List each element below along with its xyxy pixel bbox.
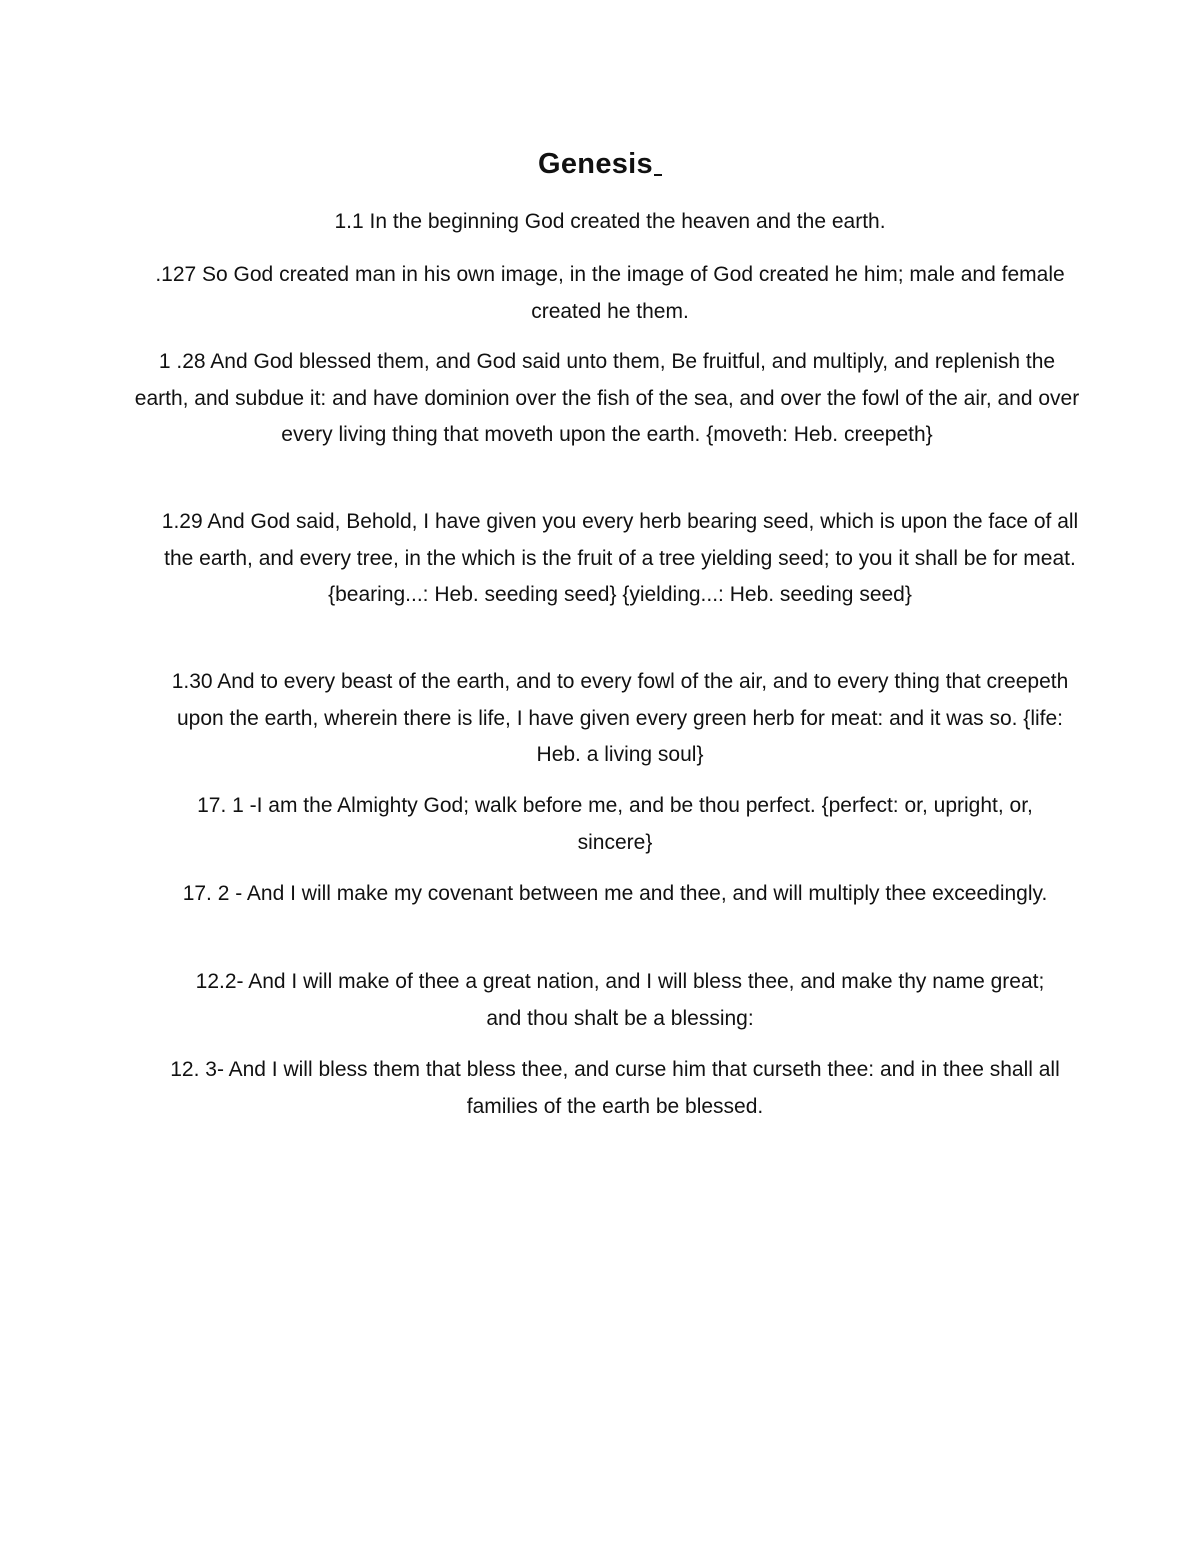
verse-17-2: 17. 2 - And I will make my covenant between me and thee, and will multiply thee exceedingly.: [182, 882, 1048, 905]
verse-1-30: 1.30 And to every beast of the earth, and to every fowl of the air, and to every thing that creepeth upon the earth, wherein there is life, I have given every green herb for meat: and it was so. {life: Heb. a living soul}: [171, 670, 1069, 766]
verse-17-1: 17. 1 -I am the Almighty God; walk before me, and be thou perfect. {perfect: or, upright, or, sincere}: [197, 794, 1033, 854]
verse-1-27: .127 So God created man in his own image, in the image of God created he him; male and female created he them.: [155, 263, 1065, 323]
document-title: [0, 146, 1200, 182]
document-title-text: Genesis: [538, 148, 653, 180]
verse-12-3: 12. 3- And I will bless them that bless thee, and curse him that curseth thee: and in thee shall all families of the earth be blessed.: [170, 1058, 1060, 1118]
verse-12-2: 12.2- And I will make of thee a great nation, and I will bless thee, and make thy name great; and thou shalt be a blessing:: [195, 970, 1045, 1030]
verse-1-1: 1.1 In the beginning God created the heaven and the earth.: [334, 210, 886, 233]
verse-1-29: 1.29 And God said, Behold, I have given you every herb bearing seed, which is upon the face of all the earth, and every tree, in the which is the fruit of a tree yielding seed; to you it shall be for meat. {bearing...: Heb. seeding seed} {yielding...: Heb. seeding seed}: [161, 510, 1079, 606]
title-underscore-mark: [654, 174, 662, 176]
verse-1-28: 1 .28 And God blessed them, and God said unto them, Be fruitful, and multiply, and replenish the earth, and subdue it: and have dominion over the fish of the sea, and over the fowl of the air, and over every living thing that moveth upon the earth. {moveth: Heb. creepeth}: [134, 350, 1080, 446]
